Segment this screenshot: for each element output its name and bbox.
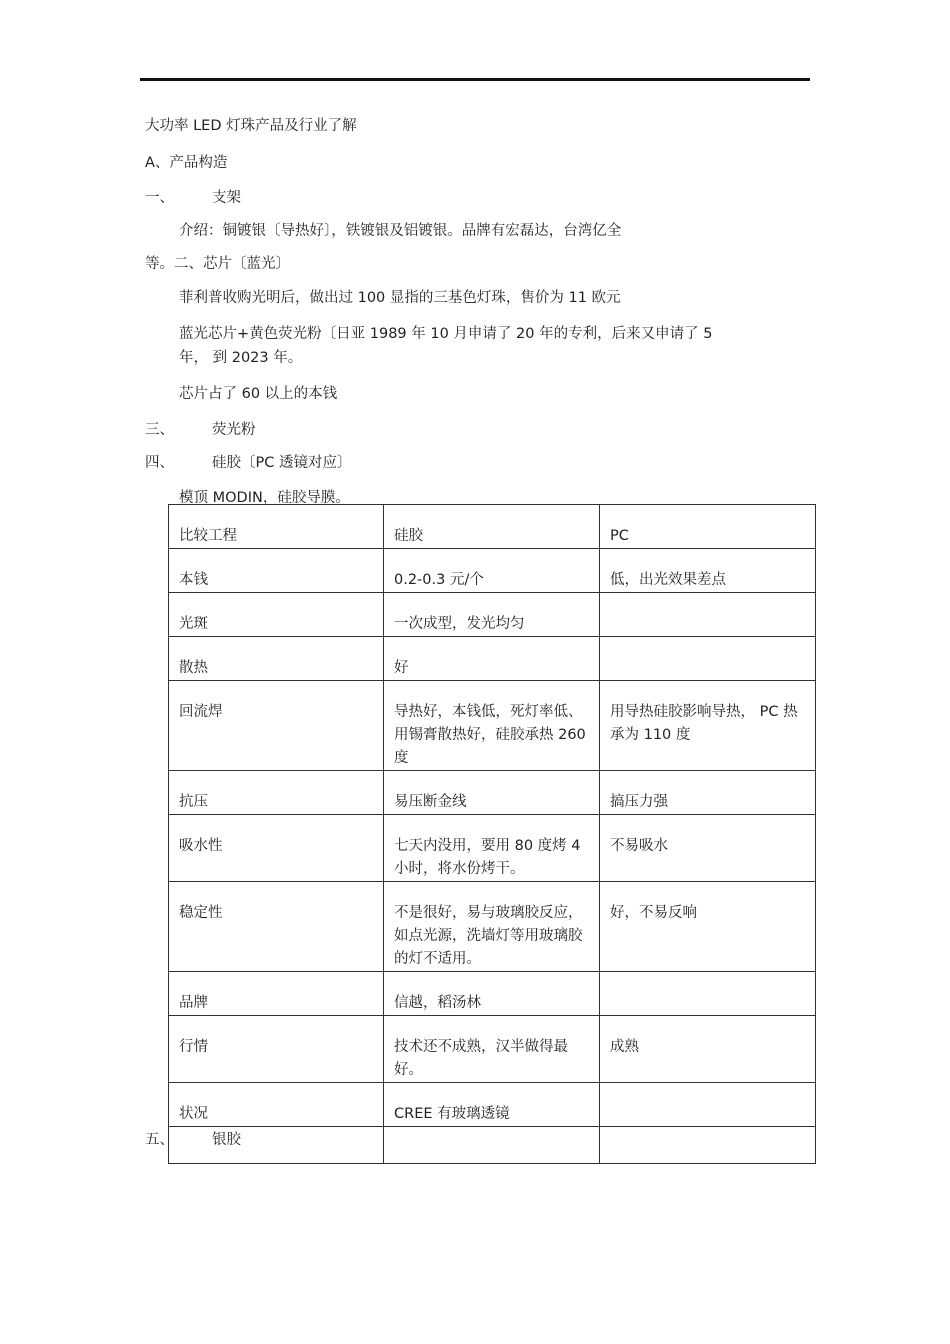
- chip-line-3: 年， 到 2023 年。: [179, 350, 303, 366]
- table-cell: 一次成型，发光均匀: [384, 593, 600, 637]
- table-row: [169, 1083, 816, 1127]
- table-cell: 好，不易反响: [600, 882, 816, 972]
- chip-line-1: 菲利普收购光明后，做出过 100 显指的三基色灯珠，售价为 11 欧元: [179, 290, 621, 306]
- table-cell: 用导热硅胶影响导热， PC 热承为 110 度: [600, 681, 816, 771]
- table-cell: CREE 有玻璃透镜: [384, 1083, 600, 1127]
- table-cell: 搞压力强: [600, 771, 816, 815]
- chip-heading: 等。二、芯片〔蓝光〕: [145, 256, 290, 272]
- table-cell: 吸水性: [169, 815, 384, 882]
- table-row: [169, 637, 816, 681]
- comparison-table: [168, 504, 816, 1164]
- chip-line-4: 芯片占了 60 以上的本钱: [179, 386, 338, 402]
- table-cell: 光斑: [169, 593, 384, 637]
- section-a-heading: A、产品构造: [145, 155, 228, 171]
- chip-line-2: 蓝光芯片+黄色荧光粉〔日亚 1989 年 10 月申请了 20 年的专利，后来又申请了 5: [179, 326, 713, 342]
- table-cell: 品牌: [169, 972, 384, 1016]
- section-1-num: 一、: [145, 190, 174, 206]
- table-cell: 不易吸水: [600, 815, 816, 882]
- table-row: [169, 882, 816, 972]
- table-row: [169, 1127, 816, 1164]
- table-cell: [600, 1127, 816, 1164]
- table-cell: PC: [600, 505, 816, 549]
- table-row: [169, 505, 816, 549]
- table-cell: 七天内没用，要用 80 度烤 4 小时，将水份烤干。: [384, 815, 600, 882]
- table-cell: [600, 1083, 816, 1127]
- table-row: [169, 593, 816, 637]
- table-cell: 技术还不成熟，汉半做得最好。: [384, 1016, 600, 1083]
- silicone-note: 模顶 MODIN，硅胶导膜。: [179, 490, 350, 506]
- table-row: [169, 771, 816, 815]
- table-cell: 低，出光效果差点: [600, 549, 816, 593]
- section-3-num: 三、: [145, 422, 174, 438]
- table-cell: [600, 637, 816, 681]
- section-5-text: 银胶: [212, 1132, 241, 1148]
- table-cell: 好: [384, 637, 600, 681]
- table-cell: 成熟: [600, 1016, 816, 1083]
- table-cell: 状况: [169, 1083, 384, 1127]
- table-row: [169, 549, 816, 593]
- section-1-text: 支架: [212, 190, 241, 206]
- table-cell: [600, 593, 816, 637]
- table-cell: 0.2-0.3 元/个: [384, 549, 600, 593]
- table-cell: [600, 972, 816, 1016]
- table-cell: 硅胶: [384, 505, 600, 549]
- table-cell: 不是很好，易与玻璃胶反应，如点光源，洗墙灯等用玻璃胶的灯不适用。: [384, 882, 600, 972]
- header-rule: [140, 78, 810, 81]
- table-cell: 回流焊: [169, 681, 384, 771]
- bracket-intro: 介绍：铜镀银〔导热好〕，铁镀银及铝镀银。品牌有宏磊达，台湾亿全: [179, 223, 622, 239]
- table-cell: [169, 1127, 384, 1164]
- table-cell: 导热好，本钱低，死灯率低、用锡膏散热好，硅胶承热 260 度: [384, 681, 600, 771]
- table-cell: 抗压: [169, 771, 384, 815]
- table-cell: 易压断金线: [384, 771, 600, 815]
- table-cell: 本钱: [169, 549, 384, 593]
- table-cell: [384, 1127, 600, 1164]
- table-row: [169, 972, 816, 1016]
- doc-title: 大功率 LED 灯珠产品及行业了解: [145, 118, 357, 134]
- section-4-num: 四、: [145, 455, 174, 471]
- table-cell: 比较工程: [169, 505, 384, 549]
- section-3-text: 荧光粉: [212, 422, 256, 438]
- table-cell: 稳定性: [169, 882, 384, 972]
- table-row: [169, 1016, 816, 1083]
- section-5-num: 五、: [145, 1132, 174, 1148]
- table-row: [169, 815, 816, 882]
- table-row: [169, 681, 816, 771]
- section-4-text: 硅胶〔PC 透镜对应〕: [212, 455, 352, 471]
- table-cell: 信越，稻汤林: [384, 972, 600, 1016]
- table-cell: 行情: [169, 1016, 384, 1083]
- table-cell: 散热: [169, 637, 384, 681]
